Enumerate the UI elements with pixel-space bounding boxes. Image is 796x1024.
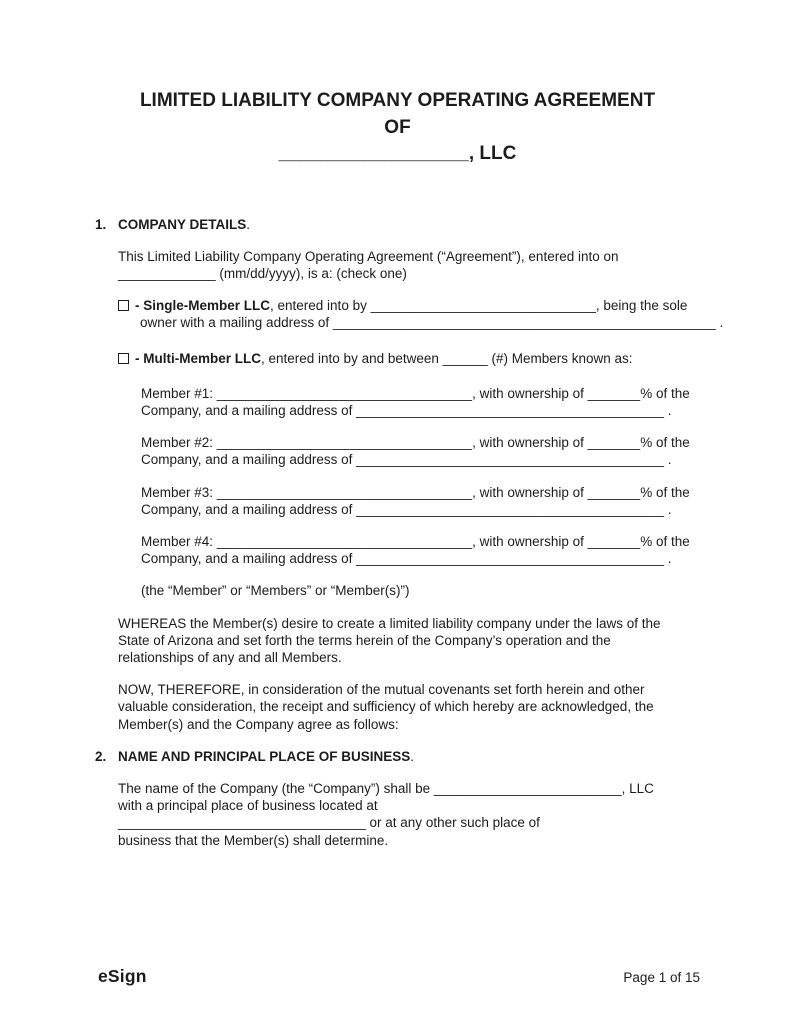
text-run: Company, and a mailing address of _________________________________________ . xyxy=(141,551,672,567)
section-heading xyxy=(95,216,700,233)
text-run: (the “Member” or “Members” or “Member(s)”) xyxy=(141,583,410,599)
blank-field[interactable]: __________________________________ xyxy=(216,533,473,549)
blank-field[interactable]: _______ xyxy=(587,533,641,549)
text-line xyxy=(118,681,700,698)
text-line xyxy=(118,350,700,367)
checkbox-option xyxy=(118,350,700,367)
page-number: Page 1 of 15 xyxy=(623,969,700,985)
text-run: __________________, LLC xyxy=(278,143,517,164)
text-run: with a principal place of business located at xyxy=(118,798,378,814)
blank-field[interactable]: _________________________ xyxy=(433,780,622,796)
section-number: 1. xyxy=(95,216,107,232)
text-line xyxy=(118,814,700,831)
text-line xyxy=(118,797,700,814)
text-line xyxy=(141,434,700,451)
text-line xyxy=(141,533,700,550)
blank-field[interactable]: _______ xyxy=(587,385,641,401)
text-run: _____________ (mm/dd/yyyy), is a: (check one) xyxy=(118,265,407,281)
document-blocks xyxy=(95,216,724,849)
text-line xyxy=(141,385,700,402)
blank-field[interactable]: _________________________________________ xyxy=(356,452,664,468)
bold-text: - Single-Member LLC xyxy=(135,298,271,314)
paragraph xyxy=(118,248,700,282)
member-item xyxy=(141,434,700,468)
text-run: owner with a mailing address of ___________________________________________________ . xyxy=(140,315,724,331)
section-heading-text: NAME AND PRINCIPAL PLACE OF BUSINESS xyxy=(118,748,411,764)
text-line xyxy=(118,716,700,733)
text-run: business that the Member(s) shall determine. xyxy=(118,832,389,848)
text-line xyxy=(141,501,700,518)
checkbox[interactable] xyxy=(118,353,129,364)
section-number: 2. xyxy=(95,748,107,764)
text-run: LIMITED LIABILITY COMPANY OPERATING AGREEMENT xyxy=(139,90,656,111)
text-run: Member #1: __________________________________, with ownership of _______% of the xyxy=(141,385,690,401)
text-run: NOW, THEREFORE, in consideration of the mutual covenants set forth herein and other xyxy=(118,682,645,698)
blank-field[interactable]: _________________________________________ xyxy=(356,501,664,517)
text-run: The name of the Company (the “Company”) shall be _________________________, LLC xyxy=(118,780,654,796)
text-run: relationships of any and all Members. xyxy=(118,649,342,665)
text-line xyxy=(141,451,700,468)
paragraph xyxy=(118,615,700,667)
checkbox-option xyxy=(118,297,724,331)
blank-field[interactable]: ______________________________ xyxy=(370,298,596,314)
text-run: Company, and a mailing address of _________________________________________ . xyxy=(141,452,672,468)
blank-field[interactable]: _________________________________ xyxy=(118,815,366,831)
text-run: OF xyxy=(384,116,411,138)
blank-field[interactable]: ______ xyxy=(442,350,488,366)
text-run: Company, and a mailing address of _________________________________________ . xyxy=(141,501,672,517)
blank-field[interactable]: _______ xyxy=(587,435,641,451)
paragraph xyxy=(118,780,700,849)
document-title xyxy=(95,88,700,168)
section-heading xyxy=(95,748,700,765)
text-run: WHEREAS the Member(s) desire to create a limited liability company under the laws of the xyxy=(118,615,661,631)
text-line xyxy=(118,632,700,649)
blank-field[interactable]: _________________________________________ xyxy=(356,402,664,418)
text-run: . xyxy=(246,216,251,232)
esign-logo: eSign xyxy=(98,965,147,986)
member-item xyxy=(141,484,700,518)
text-line xyxy=(118,780,700,797)
text-line xyxy=(118,615,700,632)
text-run: . xyxy=(410,748,415,764)
text-run: , entered into by and between ______ (#) Members known as: xyxy=(261,350,633,366)
member-item xyxy=(141,385,700,419)
title-line xyxy=(95,115,700,142)
text-run: Member(s) and the Company agree as follows: xyxy=(118,716,399,732)
text-run: State of Arizona and set forth the terms herein of the Company’s operation and the xyxy=(118,632,611,648)
bold-text: - Multi-Member LLC xyxy=(135,350,261,366)
paragraph xyxy=(118,681,700,733)
paragraph xyxy=(141,582,700,599)
blank-field[interactable]: __________________ xyxy=(278,143,469,164)
blank-field[interactable]: __________________________________ xyxy=(216,385,473,401)
title-line xyxy=(95,141,700,168)
text-line xyxy=(118,649,700,666)
text-line xyxy=(141,550,700,567)
blank-field[interactable]: ___________________________________________________ xyxy=(332,315,716,331)
text-run: _________________________________ or at any other such place of xyxy=(118,815,540,831)
text-run: valuable consideration, the receipt and sufficiency of which hereby are acknowledged, the xyxy=(118,699,654,715)
blank-field[interactable]: _____________ xyxy=(118,265,216,281)
text-line xyxy=(118,265,700,282)
text-run: Member #2: __________________________________, with ownership of _______% of the xyxy=(141,435,690,451)
text-line xyxy=(118,297,700,314)
text-run: Member #4: __________________________________, with ownership of _______% of the xyxy=(141,533,690,549)
checkbox[interactable] xyxy=(118,300,129,311)
page-footer xyxy=(98,965,700,986)
text-run: , entered into by ______________________________, being the sole xyxy=(270,298,688,314)
member-item xyxy=(141,533,700,567)
blank-field[interactable]: _______ xyxy=(587,484,641,500)
text-run: Company, and a mailing address of _________________________________________ . xyxy=(141,402,672,418)
text-line xyxy=(118,314,724,331)
text-line xyxy=(141,582,700,599)
text-line xyxy=(141,484,700,501)
text-run: Member #3: __________________________________, with ownership of _______% of the xyxy=(141,484,690,500)
blank-field[interactable]: _________________________________________ xyxy=(356,551,664,567)
text-line xyxy=(118,832,700,849)
text-line xyxy=(141,402,700,419)
section-heading-text: COMPANY DETAILS xyxy=(118,216,247,232)
text-line xyxy=(118,248,700,265)
blank-field[interactable]: __________________________________ xyxy=(216,435,473,451)
blank-field[interactable]: __________________________________ xyxy=(216,484,473,500)
text-line xyxy=(118,698,700,715)
text-run: This Limited Liability Company Operating Agreement (“Agreement”), entered into on xyxy=(118,248,619,264)
title-line xyxy=(95,88,700,115)
